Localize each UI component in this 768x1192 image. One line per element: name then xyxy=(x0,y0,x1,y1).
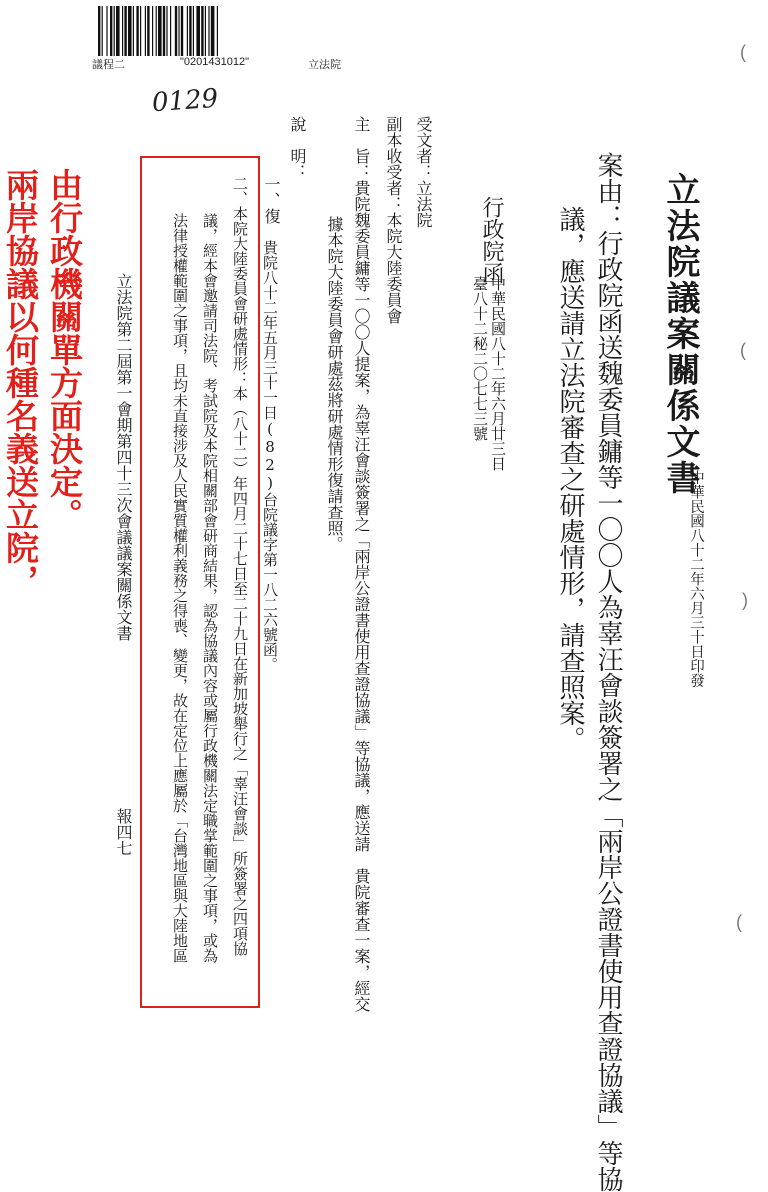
barcode-bar xyxy=(116,6,120,56)
margin-mark: ( xyxy=(740,340,746,360)
barcode-bar xyxy=(217,6,218,56)
barcode-bar xyxy=(156,6,157,56)
subject-line-1: 案由：行政院函送魏委員鏞等一〇〇人為辜汪會談簽署之「兩岸公證書使用查證協議」等協 xyxy=(593,152,623,1192)
journal-line: 立法院第二屆第一會期第四十三次會議議案關係文書 xyxy=(114,273,133,641)
margin-mark: ( xyxy=(740,42,746,62)
purport-line-1: 主 旨：貴院魏委員鏞等一〇〇人提案，為辜汪會談簽署之「兩岸公證書使用查證協議」等協議，應送請 貴院審查一案，經交 xyxy=(352,116,371,1012)
barcode-caption xyxy=(92,56,362,72)
barcode-bar xyxy=(122,6,123,56)
barcode-bar xyxy=(158,6,162,56)
barcode-bar xyxy=(152,6,153,56)
barcode-bar xyxy=(189,6,191,56)
barcode-bar xyxy=(124,6,126,56)
barcode-number: "0201431012" xyxy=(180,56,249,68)
barcode-bar xyxy=(211,6,215,56)
barcode-bar xyxy=(175,6,177,56)
barcode-bar xyxy=(140,6,141,56)
barcode-bar xyxy=(196,6,200,56)
barcode-bar xyxy=(147,6,149,56)
barcode-bar xyxy=(128,6,132,56)
barcode-bar xyxy=(178,6,179,56)
barcode-bar xyxy=(170,6,171,56)
purport-line-2: 據本院大陸委員會研處茲將研處情形復請查照。 xyxy=(325,216,344,552)
print-date: 中華民國八十二年六月三十日印發 xyxy=(688,470,704,688)
barcode-bar xyxy=(187,6,188,56)
barcode-right-label: 立法院 xyxy=(308,59,341,71)
explanation-label: 說 明： xyxy=(288,116,307,180)
barcode-bar xyxy=(163,6,165,56)
document-title: 立法院議案關係文書 xyxy=(660,172,700,496)
issue-date: 中華民國八十二年六月廿三日 xyxy=(489,276,507,471)
barcode-bar xyxy=(133,6,134,56)
margin-mark: ( xyxy=(736,912,742,932)
barcode-bar xyxy=(98,6,100,56)
barcode-bar xyxy=(106,6,107,56)
barcode-bar xyxy=(201,6,203,56)
barcode-bar xyxy=(208,6,209,56)
barcode-bar xyxy=(102,6,103,56)
issue-number: 臺八十二秘二〇七七三號 xyxy=(471,276,489,441)
barcode-bar xyxy=(110,6,112,56)
cc-recipient: 副本收受者：本院大陸委員會 xyxy=(384,116,403,324)
barcode-bar xyxy=(145,6,146,56)
handwritten-number: 0129 xyxy=(151,83,220,119)
subject-line-2: 議，應送請立法院審查之研處情形，請查照案。 xyxy=(555,206,585,752)
barcode-bar xyxy=(166,6,167,56)
item2-line-3: 法律授權範圍之事項，且均未直接涉及人民實質權利義務之得喪、變更，故在定位上應屬於「台灣地區與大陸地區 xyxy=(171,213,189,963)
item1-text: 貴院八十二年五月三十一日(82)台院議字第一八二六號函。 xyxy=(261,240,279,672)
issuer: 行政院函 xyxy=(479,196,504,284)
barcode-bar xyxy=(136,6,138,56)
item2-line-1: 二、本院大陸委員會研處情形：本（八十二）年四月二十七日至二十九日在新加坡舉行之「辜汪會談」所簽署之四項協 xyxy=(231,176,249,956)
barcode-image xyxy=(96,6,308,56)
red-annotation-line-2: 兩岸協議以何種名義送立院， xyxy=(1,168,40,597)
red-annotation-line-1: 由行政機關單方面決定。 xyxy=(45,168,84,531)
item1-head: 一、復 xyxy=(262,176,281,224)
page-code: 報四七 xyxy=(114,808,133,856)
recipient: 受文者：立法院 xyxy=(414,116,433,228)
barcode-left-label: 議程二 xyxy=(92,59,125,71)
barcode-bar xyxy=(181,6,183,56)
margin-mark: ) xyxy=(742,590,748,610)
item2-line-2: 議，經本會邀請司法院、考試院及本院相關部會研商結果，認為協議內容或屬行政機關法定職掌範圍之事項，或為 xyxy=(201,213,219,963)
barcode-bar xyxy=(193,6,194,56)
barcode-bar xyxy=(205,6,206,56)
barcode-bar xyxy=(114,6,115,56)
